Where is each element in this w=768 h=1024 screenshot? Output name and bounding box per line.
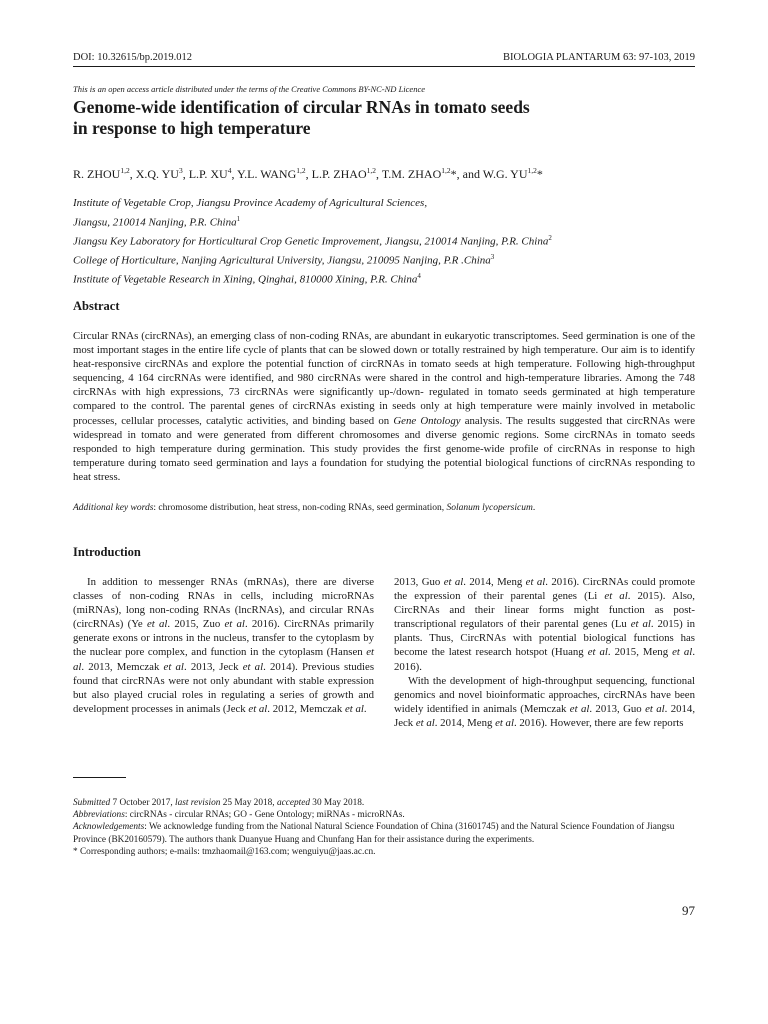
author-separator: , [376, 167, 382, 181]
text-segment: . 2014). Previous studies found that circRNAs were not only abundant with stable expression but also played crucial roles in regulating a series of growth and development processes in animals (Jeck [73, 660, 375, 715]
author-separator: *, and [450, 167, 483, 181]
italic-text: et al [146, 618, 168, 631]
author-affiliation-marker: 3 [178, 166, 183, 175]
intro-paragraph-continued [394, 575, 695, 674]
affiliation-text: Jiangsu, 210014 Nanjing, P.R. China [73, 216, 237, 229]
text-segment: . 2014, Meng [463, 576, 526, 588]
text-segment: : We acknowledge funding from the National Natural Science Foundation of China (31601745) and the Natural Science Foundation of Jiangsu Province (BK20160579). The authors thank Duanyue Huang and Chunfang Han for their assistance during the experiments. [73, 822, 675, 845]
author-affiliation-marker: 4 [227, 166, 232, 175]
introduction-heading: Introduction [73, 545, 141, 559]
italic-text: Abbreviations [73, 810, 125, 821]
text-segment: . 2016). CircRNAs could promote the expression of their parental genes (Li [394, 576, 695, 603]
text-segment: . 2015, Meng [607, 646, 673, 659]
author-separator: , [182, 167, 189, 181]
text-segment: With the development of high-throughput sequencing, functional genomics and novel bioinformatic approaches, circRNAs have been widely identified in animals (Memczak [394, 674, 695, 715]
text-segment: . 2014, Meng [434, 716, 496, 729]
text-segment: . 2015, Zuo [167, 618, 225, 631]
text-segment: In addition to messenger RNAs (mRNAs), there are diverse classes of non-coding RNAs in cells, including microRNAs (miRNAs), long non-coding RNAs (lncRNAs), and circular RNAs (circRNAs) (Ye [73, 576, 374, 631]
title-line-2: in response to high temperature [73, 118, 311, 138]
italic-text: et al [163, 660, 184, 673]
italic-text: et al [645, 702, 665, 715]
keywords-label: Additional key words [73, 503, 154, 513]
footnote-rule [73, 777, 126, 778]
text-segment: . 2012, Memczak [267, 702, 345, 715]
text-segment: 7 October 2017, [110, 798, 175, 808]
italic-text: et al [630, 618, 651, 631]
author-name: W.G. YU [482, 167, 528, 181]
italic-text: accepted [276, 798, 310, 808]
affiliation-line [73, 196, 695, 212]
affiliation-text: Institute of Vegetable Research in Xining, Qinghai, 810000 Xining, P.R. China [73, 273, 418, 286]
text-segment: 30 May 2018. [309, 798, 365, 808]
text-segment: . 2016). [394, 646, 696, 673]
author-affiliation-marker: 1,2 [527, 166, 537, 175]
text-segment: . 2016). CircRNAs primarily generate exons or introns in the nucleus, transfer to the cytoplasm by the nuclear pore complex, and function in the cytoplasm (Hansen [73, 618, 375, 659]
journal-citation: BIOLOGIA PLANTARUM 63: 97-103, 2019 [503, 52, 695, 63]
article-page [73, 0, 695, 1024]
italic-text: last revision [175, 798, 221, 808]
abstract-italic-term: Gene Ontology [393, 414, 461, 427]
affiliation-marker: 1 [236, 214, 241, 223]
page-number: 97 [682, 903, 695, 918]
text-segment: 2013, Guo [394, 576, 444, 588]
italic-text: et al [604, 590, 628, 603]
footnote-corresponding: * Corresponding authors; e-mails: tmzhaomail@163.com; wenguiyu@jaas.ac.cn. [73, 846, 376, 857]
text-segment: . 2014, Jeck [394, 702, 696, 729]
author-affiliation-marker: 1,2 [296, 166, 306, 175]
doi-text: DOI: 10.32615/bp.2019.012 [73, 52, 192, 63]
author-list [73, 166, 695, 182]
author-separator: , [231, 167, 238, 181]
italic-text: et al [224, 618, 245, 631]
italic-text: et al [495, 716, 514, 729]
italic-text: et al [415, 716, 435, 729]
affiliation-text: College of Horticulture, Nanjing Agricultural University, Jiangsu, 210095 Nanjing, P.R .China [73, 254, 491, 267]
text-segment: 25 May 2018, [220, 798, 277, 808]
footnote-abbreviations [73, 809, 695, 821]
affiliation-text: Institute of Vegetable Crop, Jiangsu Province Academy of Agricultural Sciences, [73, 197, 428, 209]
abstract-text-part-2: analysis. The results suggested that circRNAs were widespread in tomato and were generated from different chromosomes and diverse genomic regions. Some circRNAs in tomato seeds responded to high temperature during germination. This study provides the first genome-wide profile of circRNAs in response to high temperature during tomato seed germination and lays a foundation for studying the potential biological functions of circRNAs responding to heat stress. [73, 414, 695, 483]
keywords-species: Solanum lycopersicum [446, 503, 533, 513]
italic-text: et al [587, 646, 608, 659]
italic-text: et al [344, 702, 364, 715]
text-segment: . 2013, Memczak [81, 660, 164, 673]
text-segment: . 2015). Also, CircRNAs and their linear forms might function as post-transcriptional regulators of their parental genes (Lu [394, 590, 695, 631]
abstract-text [73, 329, 695, 484]
italic-text: et al [525, 576, 546, 588]
body-column-right [394, 575, 695, 730]
article-title [73, 97, 695, 139]
keywords-text: : chromosome distribution, heat stress, non-coding RNAs, seed germination, [153, 503, 447, 513]
intro-paragraph [394, 674, 695, 730]
italic-text: Acknowledgements [73, 822, 145, 833]
italic-text: Submitted [73, 798, 111, 808]
text-segment: . 2013, Guo [589, 702, 646, 715]
italic-text: et al [569, 702, 590, 715]
author-affiliation-marker: 1,2 [441, 166, 451, 175]
author-name: L.P. ZHAO [311, 167, 367, 181]
intro-paragraph [73, 575, 374, 716]
text-segment: . [363, 702, 367, 715]
affiliations [73, 196, 695, 288]
affiliation-text: Jiangsu Key Laboratory for Horticultural Crop Genetic Improvement, Jiangsu, 210014 Nanjing, P.R. China [73, 235, 549, 248]
abstract-text-part-1: Circular RNAs (circRNAs), an emerging class of non-coding RNAs, are abundant in eukaryotic transcriptomes. Seed germination is one of the most important stages in the entire life cycle of plants that can be slowed down or totally restrained by high temperature. Our aim is to identify heat-responsive circRNAs and explore the potential function of circRNAs in tomato seeds at high temperature. Following high-throughput sequencing, 4 164 circRNAs were identified, and 980 circRNAs were shared in the control and high-temperature libraries. Among the 748 circRNAs with high expressions, 73 circRNAs were significantly up-/down- regulated in tomato seeds germinated at high temperature compared to the control. The parental genes of circRNAs existing in seeds only at high temperature were mainly involved in metabolic processes, cellular processes, catalytic activities, and binding based on [73, 330, 695, 427]
body-column-left [73, 575, 374, 716]
license-note: This is an open access article distributed under the terms of the Creative Commons BY-NC-ND Licence [73, 84, 426, 94]
affiliation-marker: 2 [548, 233, 552, 242]
italic-text: et al [672, 646, 693, 659]
text-segment: . 2016). However, there are few reports [513, 716, 684, 729]
author-affiliation-marker: 1,2 [366, 166, 377, 175]
affiliation-marker: 4 [417, 271, 421, 280]
text-segment: . 2015) in plants. Thus, CircRNAs with potential biological functions has become the latest research hotspot (Huang [394, 618, 695, 659]
title-line-1: Genome-wide identification of circular RNAs in tomato seeds [73, 97, 530, 117]
keywords-end: . [532, 503, 536, 513]
affiliation-line [73, 269, 695, 288]
footnote-submitted [73, 797, 695, 809]
italic-text: et al [443, 576, 464, 588]
author-name: T.M. ZHAO [381, 167, 442, 181]
author-name: R. ZHOU [73, 167, 121, 181]
abstract-heading: Abstract [73, 299, 120, 313]
italic-text: et al [248, 702, 268, 715]
author-separator: , [305, 167, 312, 181]
text-segment: : circRNAs - circular RNAs; GO - Gene Ontology; miRNAs - microRNAs. [124, 810, 405, 821]
author-affiliation-marker: 1,2 [120, 166, 130, 175]
keywords [73, 503, 695, 513]
author-separator: , [129, 167, 136, 181]
author-name: L.P. XU [188, 167, 228, 181]
italic-text: et al [73, 646, 374, 673]
footnotes [73, 797, 695, 858]
footnote-acknowledgements [73, 821, 695, 845]
author-name: Y.L. WANG [237, 167, 297, 181]
affiliation-line [73, 250, 695, 269]
text-segment: . 2013, Jeck [183, 660, 243, 673]
author-separator: * [536, 167, 543, 181]
affiliation-marker: 3 [490, 252, 495, 261]
header-rule [73, 66, 695, 67]
author-name: X.Q. YU [135, 167, 179, 181]
affiliation-line [73, 212, 695, 231]
affiliation-line [73, 231, 695, 250]
italic-text: et al [242, 660, 264, 673]
